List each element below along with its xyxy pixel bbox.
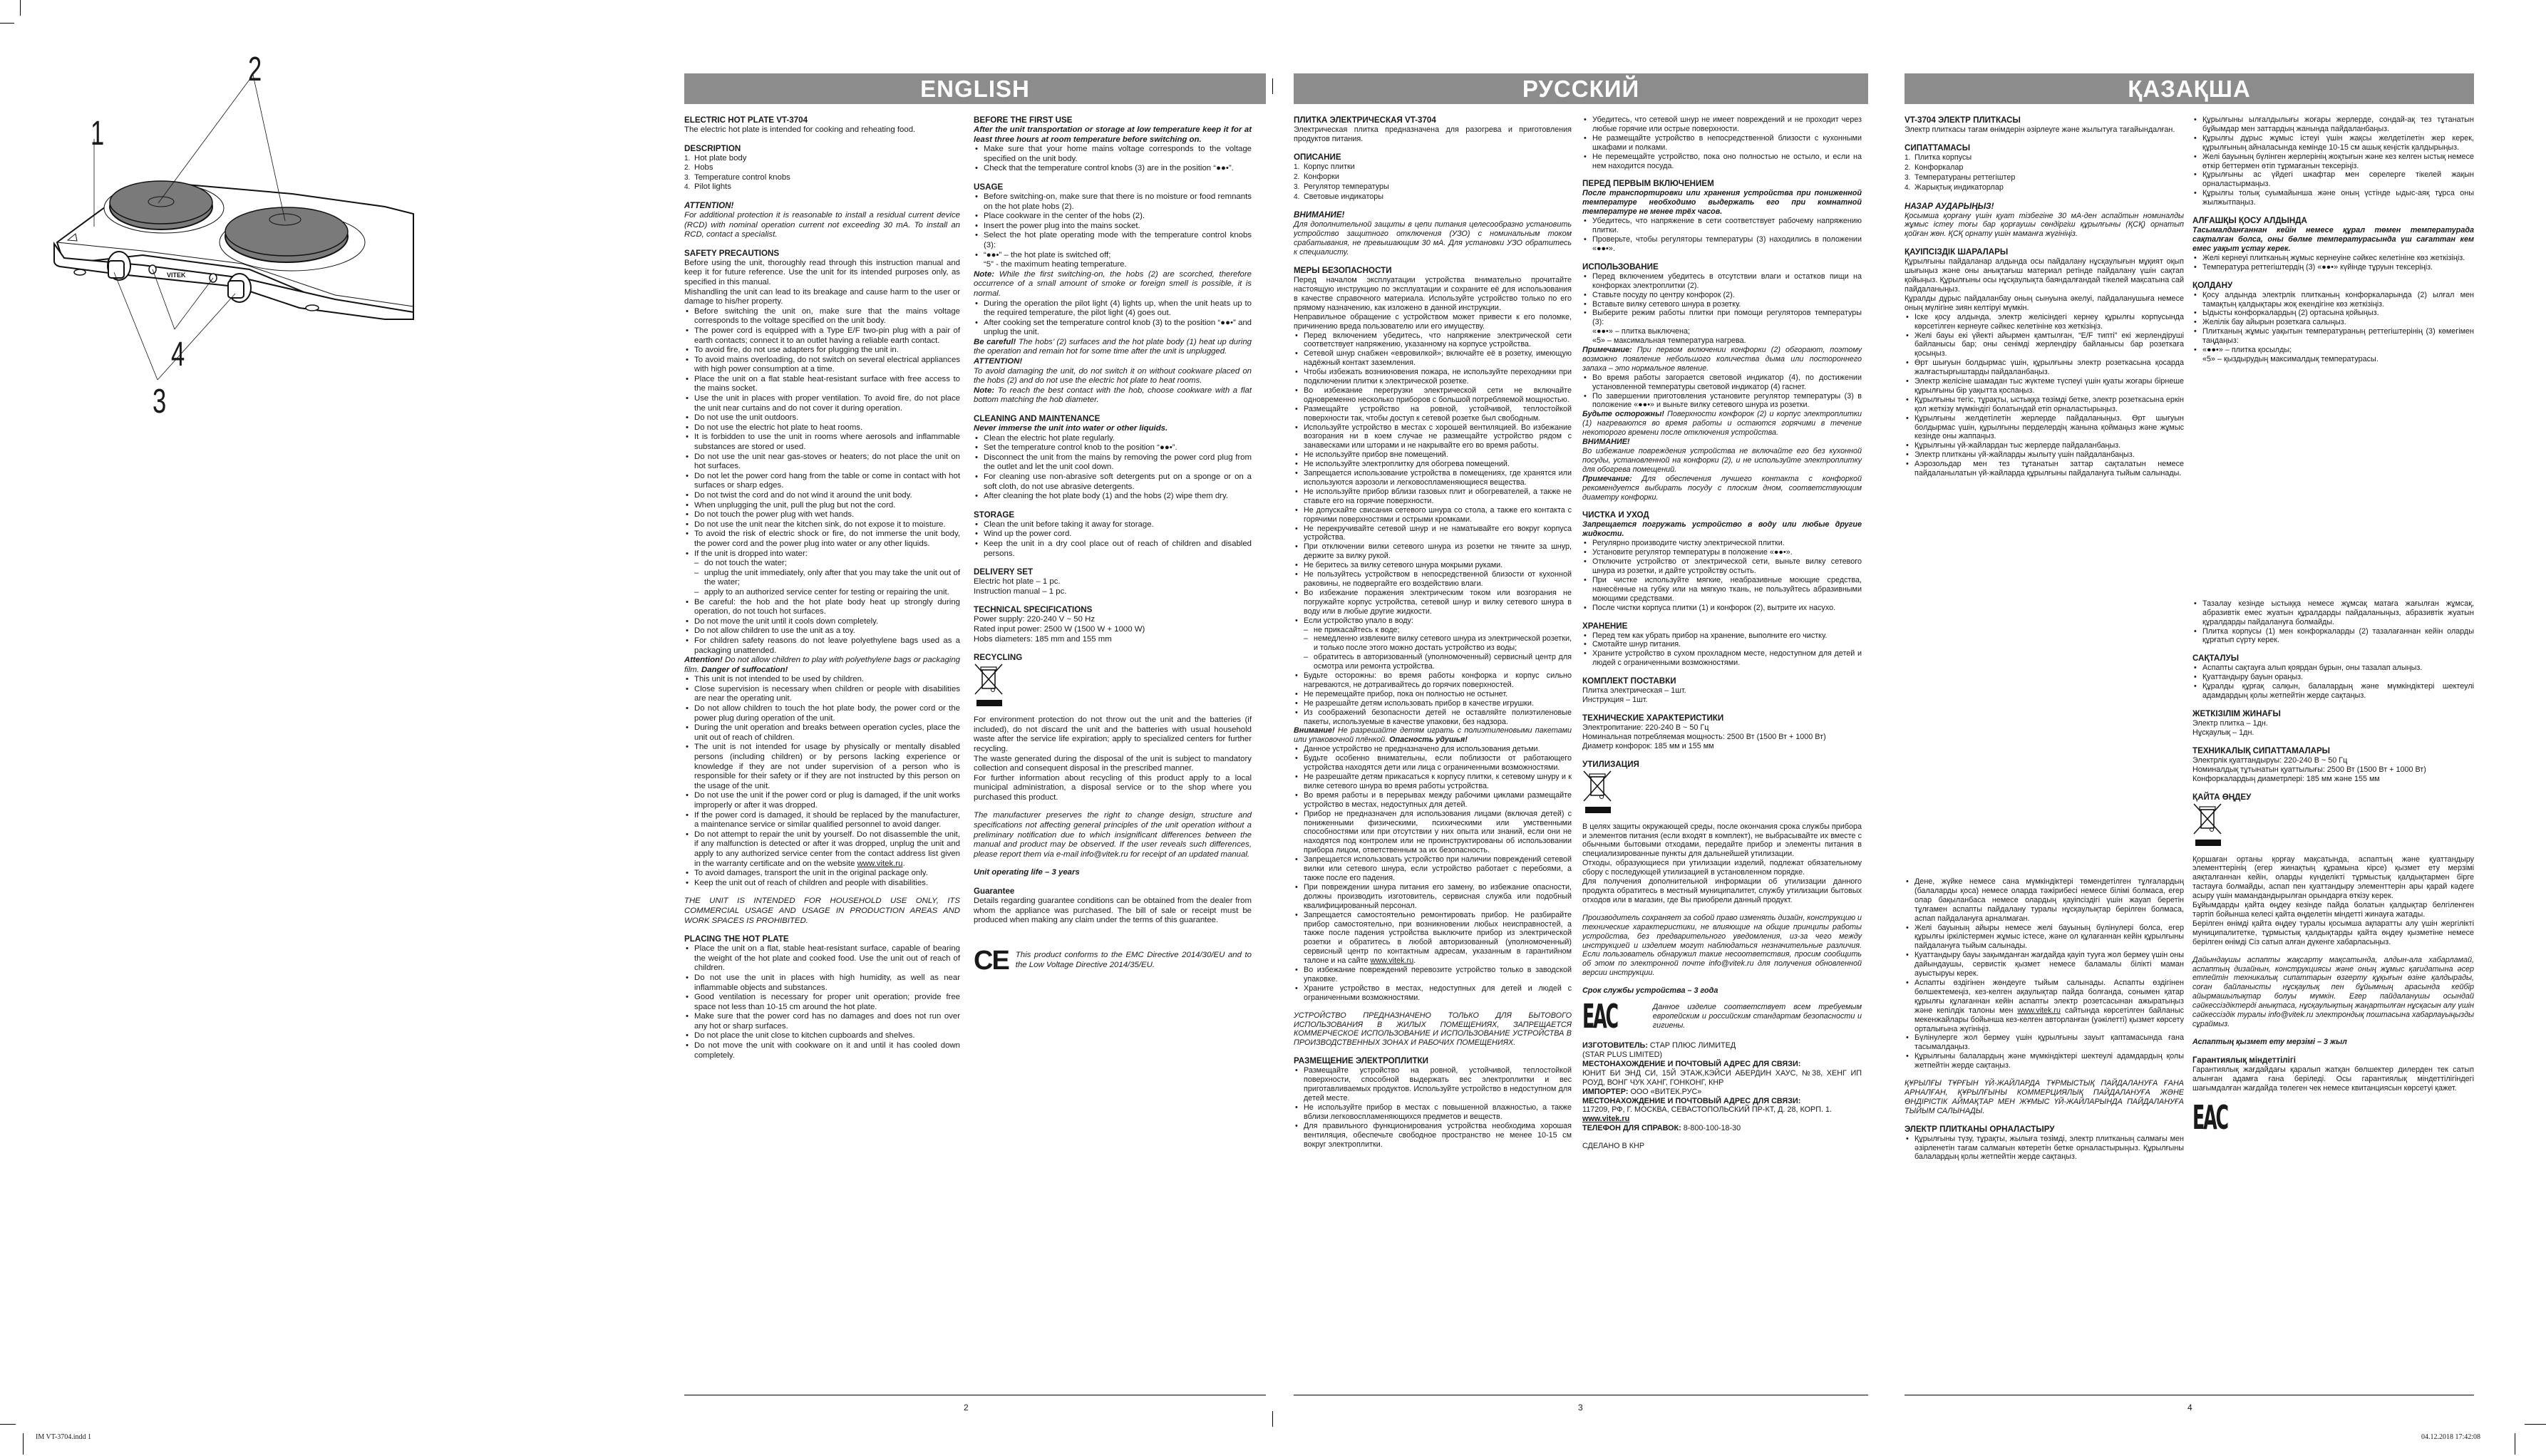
callout-2: 2 [248,51,262,88]
crop-mark [1272,78,1273,94]
callout-4: 4 [171,336,185,373]
callout-1: 1 [91,115,105,153]
vitek-website-link[interactable]: www.vitek.ru [1370,956,1414,966]
russian-col-2: • Убедитесь, что сетевой шнур не имеет повреждений и не проходит через любые горячие или острые поверхности. • Не размещайте устройство в непосредственной близости с кухонными шкафами и полками. • Не перемещайте устройство, пока оно полностью не остыло, и если на нем находится посуда. ПЕРЕД ПЕРВЫМ ВКЛЮЧЕНИЕМ После транспортировки или хранения устройства при пониженной температуре необходимо выдержать его при комнатной температуре не менее трёх часов. • Убедитесь, что напряжение в сети соответствует рабочему напряжению плитки. • Проверьте, чтобы регуляторы температуры (3) находились в положении «●●•». ИСПОЛЬЗОВАНИЕ • Перед включением убедитесь в отсутствии влаги и остатков пищи на конфорках электроплитки (2). • Ставьте посуду по центру конфорок (2). • Вставьте вилку сетевого шнура в розетку. • Выберите режим работы плитки при помощи регуляторов температуры (3): «●●•» – плитка выключена; «5» – максимальная температура нагрева. Примечание: При первом включении конфорки (2) обгорают, поэтому возможно появление небольшого количества дыма или постороннего запаха – это нормальное явление. • Во время работы загорается световой индикатор (4), по достижении установленной температуры световой индикатор (4) гаснет. • По завершении приготовления установите регулятор температуры (3) в положение «●●•» и выньте вилку сетевого шнура из розетки. Будьте осторожны! Поверхности конфорок (2) и корпус электроплитки (1) нагреваются во время работы и остаются горячими в течение некоторого времени после отключения устройства. ВНИМАНИЕ! Во избежание повреждения устройства не включайте его без кухонной посуды, установленной на конфорки (2), и не используйте электроплитку для обогрева помещений. Примечание: Для обеспечения лучшего контакта с конфоркой рекомендуется выбирать посуду с плоским дном, соответствующим диаметру конфорки. ЧИСТКА И УХОД Запрещается погружать устройство в воду или любые другие жидкости. • Регулярно производите чистку электрической плитки. • Установите регулятор температуры в положение «●●•». • Отключите устройство от электрической сети, выньте вилку сетевого шнура из розетки, и дайте устройству остыть. • При чистке используйте мягкие, неабразивные моющие средства, нанесённые на губку или на мягкую ткань, не пользуйтесь абразивными моющими средствами. • После чистки корпуса плитки (1) и конфорок (2), вытрите их насухо. ХРАНЕНИЕ • Перед тем как убрать прибор на хранение, выполните его чистку. • Смотайте шнур питания. • Храните устройство в сухом прохладном месте, недоступном для детей и людей с ограниченными возможностями. КОМПЛЕКТ ПОСТАВКИ Плитка электрическая – 1шт. Инструкция – 1шт. ТЕХНИЧЕСКИЕ ХАРАКТЕРИСТИКИ Электропитание: 220-240 В ~ 50 Гц Номинальная потребляемая мощность: 2500 Вт (1500 Вт + 1000 Вт) Диаметр конфорок: 185 мм и 155 мм УТИЛИЗАЦИЯ В целях защиты окружающей среды, после окончания срока службы прибора и элементов питания (если входят в комплект), не выбрасывайте их вместе с обычными бытовыми отходами, передайте прибор и элементы питания в специализированные пункты для дальнейшей утилизации. Отходы, образующиеся при утилизации изделий, подлежат обязательному сбору с последующей утилизацией в установленном порядке. Для получения дополнительной информации об утилизации данного продукта обратитесь в местный муниципалитет, службу утилизации бытовых отходов или в магазин, где Вы приобрели данный продукт. Производитель сохраняет за собой право изменять дизайн, конструкцию и технические характеристики, не влияющие на общие принципы работы устройства, без предварительного уведомления, из-за чего между инструкцией и изделием могут наблюдаться незначительные различия. Если пользователь обнаружил такие несоответствия, просим сообщить об этом по электронной почте info@vitek.ru для получения обновленной версии инструкции. Срок службы устройства – 3 года EAC Данное изделие соответствует всем требуемым европейским и российским стандартам безопасности и гигиены. ИЗГОТОВИТЕЛЬ: СТАР ПЛЮС ЛИМИТЕД (STAR PLUS LIMITED) МЕСТОНАХОЖДЕНИЕ И ПОЧТОВЫЙ АДРЕС ДЛЯ СВЯЗИ: ЮНИТ БИ ЭНД СИ, 15Й ЭТАЖ,КЭЙСИ АБЕРДИН ХАУС, №38, ХЕНГ ИП РОУД, ВОНГ ЧУК ХАНГ, ГОНКОНГ, КНР ИМПОРТЕР: ООО «ВИТЕК.РУС» МЕСТОНАХОЖДЕНИЕ И ПОЧТОВЫЙ АДРЕС ДЛЯ СВЯЗИ: 117209, РФ, Г. МОСКВА, СЕВАСТОПОЛЬСКИЙ ПР-КТ, Д. 28, КОРП. 1. www.vitek.ru ТЕЛЕФОН ДЛЯ СПРАВОК: 8-800-100-18-30 СДЕЛАНО В КНР [1582,115,1862,1151]
weee-bin-icon [2192,802,2224,847]
eac-mark-icon: EAC [1582,997,1617,1036]
file-slug: IM VT-3704.indd 1 [36,1433,92,1441]
household-notice: THE UNIT IS INTENDED FOR HOUSEHOLD USE ONLY, ITS COMMERCIAL USAGE AND USAGE IN PRODUCTION AREAS AND WORK SPACES IS PROHIBITED. [684,897,960,925]
vitek-website-link[interactable]: www.vitek.ru [857,859,903,868]
page-number: 2 [964,1403,969,1413]
eac-mark-icon: EAC [2192,1098,2227,1137]
vitek-website-link[interactable]: www.vitek.ru [2017,1006,2061,1015]
kazakh-col-2: • Құрылғыны ылғалдылығы жоғары жерлерде, сондай-ақ тез тұтанатын бұйымдар мен заттардың жанында пайдаланбаңыз. • Құрылғы дұрыс жұмыс істеуі үшін жақсы желдетілетін жер керек, құрылғының айналасында кемінде 10-15 см ашық кеңістік қалдырыңыз. • Желі бауының бүлінген жерлерінің жоқтығын және кез келген ыстық немесе өткір беттермен өтіп тұрмағанын тексеріңіз. • Құрылғыны ас үйдегі шкафтар мен сөрелерге тікелей жақын орналастырмаңыз. • Құрылғы толық суымайынша және оның үстінде ыдыс-аяқ тұрса оны жылжытпаңыз. АЛҒАШҚЫ ҚОСУ АЛДЫНДА Тасымалданғаннан кейін немесе құрал төмен температурада сақталған болса, оны бөлме температурасында үш сағаттан кем емес уақыт ұстау керек. • Желі кернеуі плитканың жұмыс кернеуіне сәйкес келетініне көз жеткізіңіз. • Температура реттегіштердің (3) «●●•» күйінде тұруын тексеріңіз. ҚОЛДАНУ • Қосу алдында электрлік плитканың конфоркаларында (2) ылғал мен тамақтың қалдықтары жоқ екендігіне көз жеткізіңіз. • Ыдысты конфоркалардың (2) ортасына қойыңыз. • Желілік бау айырын розеткаға салыңыз. • Плитканың жұмыс уақытын температураның реттегіштерінің (3) көмегімен таңдаңыз: • «●●•» – плитка қосылды; «5» – қыздырудың максималдық температурасы. • Тазалау кезінде ыстыққа немесе жұмсақ матаға жағылған жұмсақ, абразивтік емес жуатын құралдарды пайдаланыңыз, абразивтік жуатын құралдарды пайдалануға болмайды. • Плитка корпусы (1) мен конфоркаларды (2) тазалағаннан кейін оларды құрғатып сүрту керек. САҚТАЛУЫ • Аспапты сақтауға алып қоярдан бұрын, оны тазалап алыңыз. • Қуаттандыру бауын ораңыз. • Құралды құрғақ салқын, балалардың және мүмкіндіктері шектеулі адамдардың қолы жетпейтін жерде сақтаңыз. ЖЕТКІЗІЛІМ ЖИНАҒЫ Электр плитка – 1дн. Нұсқаулық – 1дн. ТЕХНИКАЛЫҚ СИПАТТАМАЛАРЫ Электрлік қуаттандыруы: 220-240 В ~ 50 Гц Номиналдық тұтынатын қуаттылығы: 2500 Вт (1500 Вт + 1000 Вт) Конфоркалардың диаметрлері: 185 мм және 155 мм ҚАЙТА ӨҢДЕУ Қоршаған ортаны қорғау мақсатында, аспаптың және қуаттандыру элементтерінің (егер жинақтың құрамына кірсе) қызмет ету мерзімі аяқталғаннан кейін, оларды күнделікті тұрмыстық қалдықтармен бірге тастауға болмайды, аспап пен қуаттандыру элементтерін ары қарай кәдеге асыру үшін мамандандырылған орындарға өткізу керек. Бұйымдарды қайта өңдеу кезінде пайда болатын қалдықтар белгіленген тәртіп бойынша келесі қайта өңделетін міндетті жинауға жатады. Берілген өнімді қайта өңдеу туралы қосымша ақпаратты алу үшін жергілікті муниципалитетке, тұрмыстық қалдықтарды қайта өңдеу қызметіне немесе берілген өнімді Сіз сатып алған дүкенге хабарласыңыз. Дайындаушы аспапты жақсарту мақсатында, алдын-ала хабарламай, аспаптың дизайнын, конструкциясы және оның жұмыс қағидатына әсер етпейтін техникалық сипаттарын өзгерту құқығын өзіне қалдырады, соған байланысты нұсқаулық пен бұйымның арасында кейбір айырмашылықтар болуы мүмкін. Егер пайдаланушы осындай сәйкессіздіктерді анықтаса, нұсқаулықтың жаңартылған нұсқасын алу үшін сәйкессіздік туралы info@vitek.ru электрондық поштасына хабарлауыңызды сұраймыз. Аспаптың қызмет ету мерзімі – 3 жыл Гарантиялық міндеттілігі Гарантиялық жағдайдағы қаралып жатқан бөлшектер дилерден тек сатып алынған адамға ғана беріледі. Осы гарантиялық міндеттілігіндегі шағымдалған жағдайда төлеген чек немесе квитанциясын көрсетуі қажет. EAC [2192,115,2474,1134]
kazakh-col-1: VT-3704 ЭЛЕКТР ПЛИТКАСЫ Электр плиткасы тағам өнімдерін әзірлеуге және жылытуға тағайындалған. СИПАТТАМАСЫ 1. Плитка корпусы 2. Конфоркалар 3. Температураны реттегіштер 4. Жарықтық индикаторлар НАЗАР АУДАРЫҢЫЗ! Қосымша қорғану үшін қуат тізбегіне 30 мА-ден аспайтын номиналды жұмыс істеу тоғы бар қорғаушы сөндіргіш құрылғыны (ҚСҚ) орнатып қойған жөн. ҚСҚ орнату үшін маманға жүгініңіз. ҚАУІПСІЗДІК ШАРАЛАРЫ Құрылғыны пайдаланар алдында осы пайдалану нұсқаулығын мұқият оқып шығыңыз және оны анықтағыш материал ретінде пайдалану үшін сақтап қойыңыз. Құрылғыны осы нұсқаулықта баяндалғандай тікелей мақсатына сай пайдаланыңыз. Құралды дұрыс пайдаланбау оның сынуына әкелуі, пайдаланушыға немесе оның мүлігіне зиян келтіруі мүмкін. • Іске қосу алдында, электр желісіндегі кернеу құрылғы корпусында көрсетілген кернеуге сәйкес келетініне көз жеткізіңіз. • Желі бауы екі үйекті айырмен қамтылған, “E/F типті” екі жерлендіруші байланысы бар; оны сенімді жерлендіру байланысы бар розеткаға қосыңыз. • Өрт шығуын болдырмас үшін, құрылғыны электр розеткасына қосарда жалғастырғыштарды пайдаланбаңыз. • Электр желісіне шамадан тыс жүктеме түспеуі үшін қуаты жоғары бірнеше құрылғыны бір уақытта қоспаңыз. • Құрылғыны тегіс, тұрақты, ыстыққа төзімді бетке, электр розеткасына еркін қол жеткізу мүмкіндігі болатындай етіп орналастырыңыз. • Құрылғыны желдетілетін жерлерде пайдаланыңыз. Өрт шығуын болдырмас үшін, құрылғыны перделердің жанына қоймаңыз және жұмыс кезінде оны жаппаңыз. • Құрылғыны үй-жайлардан тыс жерлерде пайдаланбаңыз. • Электр плитканы үй-жайларды жылыту үшін пайдаланбаңыз. • Аэрозольдар мен тез тұтанатын заттар сақталатын немесе пайдаланылатын үй-жайларда құрылғыны пайдалануға тыйым салынады. • Дене, жүйке немесе сана мүмкіндіктері төмендетілген тұлғалардың (балаларды қоса) немесе оларда тәжірибесі немесе білімі болмаса, егер олар бақыланбаса немесе олардың қауіпсіздігі үшін жауап беретін тұлғамен аспапты пайдалану туралы нұсқаулықтар берілген болмаса, аспап пайдалануға арналмаған. • Желі бауының айыры немесе желі бауының бүлінулері болса, егер құрылғы іркілістермен жұмыс істесе, және ол құлағаннан кейін құрылғыны пайдалануға тыйым салынады. • Қуаттандыру бауы зақымданған жағдайда қауіп тууға жол бермеу үшін оны дайындаушы, сервистік қызмет немесе баламалы білікті маман ауыстыруы керек. • Аспапты өздігінен жөндеуге тыйым салынады. Аспапты өздігінен бөлшектемеңіз, кез-келген ақаулықтар пайда болғанда, сонымен қатар құрылғы құлағаннан кейін аспапты электр розетсасынан ажыратыңыз және кепілдік талоны мен www.vitek.ru сайтында көрсетілген байланыс мекенжайлары бойынша кез-келген авторланған (уәкілетті) қызмет көрсету орталығына жүгініңіз. • Бүлінулерге жол бермеу үшін құрылғыны зауыт қаптамасында ғана тасымалдаңыз. • Құрылғыны балалардың және мүмкіндіктері шектеулі адамдардың қолы жетпейтін жерде сақтаңыз. ҚҰРЫЛҒЫ ТҰРҒЫН ҮЙ-ЖАЙЛАРДА ТҰРМЫСТЫҚ ПАЙДАЛАНУҒА ҒАНА АРНАЛҒАН, ҚҰРЫЛҒЫНЫ КОММЕРЦИЯЛЫҚ ПАЙДАЛАНУҒА ЖӘНЕ ӨНДІРІСТІК АЙМАҚТАР МЕН ЖҰМЫС ҮЙ-ЖАЙЛАРЫНДА ПАЙДАЛАНУҒА ТЫЙЫМ САЛЫНАДЫ. ЭЛЕКТР ПЛИТКАНЫ ОРНАЛАСТЫРУ • Құрылғыны түзу, тұрақты, жылыға төзімді, электр плитканың салмағы мен әзірленетін тағам салмағын көтеретін бетке орналастырыңыз. Құрылғыны балалардың қолы жетпейтін жерде сақтаңыз. [1905,115,2184,1162]
print-timestamp: 04.12.2018 17:42:08 [2421,1433,2481,1441]
weee-bin-icon [974,663,1005,707]
vitek-website-link[interactable]: www.vitek.ru [1582,1115,1630,1124]
illustration-page [0,0,684,1456]
russian-col-1: ПЛИТКА ЭЛЕКТРИЧЕСКАЯ VT-3704 Электрическая плитка предназначена для разогрева и приготовления продуктов питания. ОПИСАНИЕ 1. Корпус плитки 2. Конфорки 3. Регулятор температуры 4. Световые индикаторы ВНИМАНИЕ! Для дополнительной защиты в цепи питания целесообразно установить устройство защитного отключения (УЗО) с номинальным током срабатывания, не превышающим 30 мА. Для установки УЗО обратитесь к специалисту. МЕРЫ БЕЗОПАСНОСТИ Перед началом эксплуатации устройства внимательно прочитайте настоящую инструкцию по эксплуатации и сохраните её для использования в качестве справочного материала. Используйте устройство только по его прямому назначению, как изложено в данной инструкции. Неправильное обращение с устройством может привести к его поломке, причинению вреда пользователю или его имуществу. • Перед включением убедитесь, что напряжение электрической сети соответствует напряжению, указанному на корпусе устройства. • Сетевой шнур снабжен «евровилкой»; включайте её в розетку, имеющую надёжный контакт заземления. • Чтобы избежать возникновения пожара, не используйте переходники при подключении плитки к электрической розетке. • Во избежание перегрузки электрической сети не включайте одновременно несколько приборов с большой потребляемой мощностью. • Размещайте устройство на ровной, устойчивой, теплостойкой поверхности так, чтобы доступ к сетевой розетке был свободным. • Используйте устройство в местах с хорошей вентиляцией. Во избежание возгорания ни в коем случае не размещайте устройство рядом с занавесками или шторами и не накрывайте его во время работы. • Не используйте прибор вне помещений. • Не используйте электроплитку для обогрева помещений. • Запрещается использование устройства в помещениях, где хранятся или используются аэрозоли и легковоспламеняющиеся вещества. • Не используйте прибор вблизи газовых плит и обогревателей, а также не ставьте его на горячие поверхности. • Не допускайте свисания сетевого шнура со стола, а также его контакта с горячими поверхностями и острыми кромками. • Не перекручивайте сетевой шнур и не наматывайте его вокруг корпуса устройства. • При отключении вилки сетевого шнура из розетки не тяните за шнур, держите за вилку рукой. • Не беритесь за вилку сетевого шнура мокрыми руками. • Не пользуйтесь устройством в непосредственной близости от кухонной раковины, не подвергайте его воздействию влаги. • Во избежание поражения электрическим током или возгорания не погружайте корпус устройства, сетевой шнур и вилку сетевого шнура в воду или в любые другие жидкости. • Если устройство упало в воду: – не прикасайтесь к воде; – немедленно извлеките вилку сетевого шнура из электрической розетки, и только после этого можно достать устройство из воды; – обратитесь в авторизованный (уполномоченный) сервисный центр для осмотра или ремонта устройства. • Будьте осторожны: во время работы конфорка и корпус сильно нагреваются, не дотрагивайтесь до горячих поверхностей. • Не перемещайте прибор, пока он полностью не остынет. • Не разрешайте детям использовать прибор в качестве игрушки. • Из соображений безопасности детей не оставляйте полиэтиленовые пакеты, используемые в качестве упаковки, без надзора. Внимание! Не разрешайте детям играть с полиэтиленовыми пакетами или упаковочной плёнкой. Опасность удушья! • Данное устройство не предназначено для использования детьми. • Будьте особенно внимательны, если поблизости от работающего устройства находятся дети или лица с ограниченными возможностями. • Не разрешайте детям прикасаться к корпусу плитки, к сетевому шнуру и к вилке сетевого шнура во время работы устройства. • Во время работы и в перерывах между рабочими циклами размещайте устройство в местах, недоступных для детей. • Прибор не предназначен для использования лицами (включая детей) с пониженными физическими, психическими или умственными способностями или при отсутствии у них опыта или знаний, если они не находятся под контролем или не проинструктированы об использовании прибора лицом, ответственным за их безопасность. • Запрещается использовать устройство при наличии повреждений сетевой вилки или сетевого шнура, если устройство работает с перебоями, а также после его падения. • При повреждении шнура питания его замену, во избежание опасности, должны производить изготовитель, сервисная служба или подобный квалифицированный персонал. • Запрещается самостоятельно ремонтировать прибор. Не разбирайте прибор самостоятельно, при возникновении любых неисправностей, а также после падения устройства выключите прибор из электрической розетки и обратитесь в любой авторизованный (уполномоченный) сервисный центр по контактным адресам, указанным в гарантийном талоне и на сайте www.vitek.ru. • Во избежание повреждений перевозите устройство только в заводской упаковке. • Храните устройство в местах, недоступных для детей и людей с ограниченными возможностями. УСТРОЙСТВО ПРЕДНАЗНАЧЕНО ТОЛЬКО ДЛЯ БЫТОВОГО ИСПОЛЬЗОВАНИЯ В ЖИЛЫХ ПОМЕЩЕНИЯХ, ЗАПРЕЩАЕТСЯ КОММЕРЧЕСКОЕ ИСПОЛЬЗОВАНИЕ И ИСПОЛЬЗОВАНИЕ УСТРОЙСТВА В ПРОИЗВОДСТВЕННЫХ ЗОНАХ И РАБОЧИХ ПОМЕЩЕНИЯХ. РАЗМЕЩЕНИЕ ЭЛЕКТРОПЛИТКИ • Размещайте устройство на ровной, устойчивой, теплостойкой поверхности, способной выдержать вес электроплитки и вес приготавливаемых продуктов. Используйте устройство в недоступном для детей месте. • Не используйте прибор в местах с повышенной влажностью, а также вблизи легковоспламеняющихся предметов и веществ. • Для правильного функционирования устройства необходима хорошая вентиляция, обеспечьте свободное пространство не менее 10-15 см вокруг электроплитки. [1294,115,1572,1149]
weee-bin-icon [1582,770,1614,814]
english-col-1: ELECTRIC HOT PLATE VT-3704 The electric hot plate is intended for cooking and reheating food. DESCRIPTION 1. Hot plate body 2. Hobs 3. Temperature control knobs 4. Pilot lights ATTENTION! For additional protection it is reasonable to install a residual current device (RCD) with nominal operation current not exceeding 30 mA. To install an RCD, contact a specialist. SAFETY PRECAUTIONS Before using the unit, thoroughly read through this instruction manual and keep it for future reference. Use the unit for its intended purposes only, as specified in this manual. Mishandling the unit can lead to its breakage and cause harm to the user or damage to his/her property. • Before switching the unit on, make sure that the mains voltage corresponds to the voltage specified on the unit body. • The power cord is equipped with a Type E/F two-pin plug with a pair of earth contacts; connect it to an outlet having a reliable earth contact. • To avoid fire, do not use adapters for plugging the unit in. • To avoid mains overloading, do not switch on several electrical appliances with high power consumption at a time. • Place the unit on a flat stable heat-resistant surface with free access to the mains socket. • Use the unit in places with proper ventilation. To avoid fire, do not place the unit near curtains and do not cover it during operation. • Do not use the unit outdoors. • Do not use the electric hot plate to heat rooms. • It is forbidden to use the unit in rooms where aerosols and inflammable substances are stored or used. • Do not use the unit near gas-stoves or heaters; do not place the unit on hot surfaces. • Do not let the power cord hang from the table or come in contact with hot surfaces or sharp edges. • Do not twist the cord and do not wind it around the unit body. • When unplugging the unit, pull the plug but not the cord. • Do not touch the power plug with wet hands. • Do not use the unit near the kitchen sink, do not expose it to moisture. • To avoid the risk of electric shock or fire, do not immerse the unit body, the power cord and the power plug into water or any other liquids. • If the unit is dropped into water: – do not touch the water; – unplug the unit immediately, only after that you may take the unit out of the water; – apply to an authorized service center for testing or repairing the unit. • Be careful: the hob and the hot plate body heat up strongly during operation, do not touch hot surfaces. • Do not move the unit until it cools down completely. • Do not allow children to use the unit as a toy. • For children safety reasons do not leave polyethylene bags used as a packaging unattended. Attention! Do not allow children to play with polyethylene bags or packaging film. Danger of suffocation! • This unit is not intended to be used by children. • Close supervision is necessary when children or people with disabilities are near the operating unit. • Do not allow children to touch the hot plate body, the power cord or the power plug during operation of the unit. • During the unit operation and breaks between operation cycles, place the unit out of reach of children. • The unit is not intended for usage by physically or mentally disabled persons (including children) or by persons lacking experience or knowledge if they are not under supervision of a person who is responsible for their safety or if they are not instructed by this person on the usage of the unit. • Do not use the unit if the power cord or plug is damaged, if the unit works improperly or after it was dropped. • If the power cord is damaged, it should be replaced by the manufacturer, a maintenance service or similar qualified personnel to avoid danger. • Do not attempt to repair the unit by yourself. Do not disassemble the unit, if any malfunction is detected or after it was dropped, unplug the unit and apply to any authorized service center from the contact address list given in the warranty certificate and on the website www.vitek.ru. • To avoid damages, transport the unit in the original package only. • Keep the unit out of reach of children and people with disabilities. THE UNIT IS INTENDED FOR HOUSEHOLD USE ONLY, ITS COMMERCIAL USAGE AND USAGE IN PRODUCTION AREAS AND WORK SPACES IS PROHIBITED. PLACING THE HOT PLATE • Place the unit on a flat, stable heat-resistant surface, capable of bearing the weight of the hot plate and cooked food. Use the unit out of reach of children. • Do not use the unit in places with high humidity, as well as near inflammable objects and substances. • Good ventilation is necessary for proper unit operation; provide free space not less than 10-15 cm around the hot plate. • Make sure that the power cord has no damages and does not run over any hot or sharp surfaces. • Do not place the unit close to kitchen cupboards and shelves. • Do not move the unit with cookware on it and until it has cooled down completely. [684,115,960,1060]
description-list: 1. Hot plate body 2. Hobs 3. Temperature control knobs 4. Pilot lights [684,153,790,192]
product-title: ELECTRIC HOT PLATE VT-3704 [684,115,808,125]
english-col-2: BEFORE THE FIRST USE After the unit transportation or storage at low temperature keep it for at least three hours at room temperature before switching on. • Make sure that your home mains voltage corresponds to the voltage specified on the unit body. • Check that the temperature control knobs (3) are in the position “●●•”. USAGE • Before switching-on, make sure that there is no moisture or food remnants on the hot plate hobs (2). • Place cookware in the center of the hobs (2). • Insert the power plug into the mains socket. • Select the hot plate operating mode with the temperature control knobs (3): • “●●•” – the hot plate is switched off; “5” - the maximum heating temperature. Note: While the first switching-on, the hobs (2) are scorched, therefore occurrence of a small amount of smoke or foreign smell is possible, it is normal. • During the operation the pilot light (4) lights up, when the unit heats up to the required temperature, the pilot light (4) goes out. • After cooking set the temperature control knob (3) to the position “●●•” and unplug the unit. Be careful! The hobs’ (2) surfaces and the hot plate body (1) heat up during the operation and remain hot for some time after the unit is unplugged. ATTENTION! To avoid damaging the unit, do not switch it on without cookware placed on the hobs (2) and do not use the electric hot plate to heat rooms. Note: To reach the best contact with the hob, choose cookware with a flat bottom matching the hob diameter. CLEANING AND MAINTENANCE Never immerse the unit into water or other liquids. • Clean the electric hot plate regularly. • Set the temperature control knob to the position “●●•”. • Disconnect the unit from the mains by removing the power cord plug from the outlet and let the unit cool down. • For cleaning use non-abrasive soft detergents put on a sponge or on a soft cloth, do not use abrasive detergents. • After cleaning the hot plate body (1) and the hobs (2) wipe them dry. STORAGE • Clean the unit before taking it away for storage. • Wind up the power cord. • Keep the unit in a dry cool place out of reach of children and disabled persons. DELIVERY SET Electric hot plate – 1 pc. Instruction manual – 1 pc. TECHNICAL SPECIFICATIONS Power supply: 220-240 V ~ 50 Hz Rated input power: 2500 W (1500 W + 1000 W) Hobs diameters: 185 mm and 155 mm RECYCLING For environment protection do not throw out the unit and the batteries (if included), do not discard the unit and the batteries with usual household waste after the service life expiration; apply to specialized centers for further recycling. The waste generated during the disposal of the unit is subject to mandatory collection and consequent disposal in the prescribed manner. For further information about recycling of this product apply to a local municipal administration, a disposal service or to the shop where you purchased this product. The manufacturer preserves the right to change design, structure and specifications not affecting general principles of the unit operation without a preliminary notification due to which insignificant differences between the manual and product may be observed. If the user reveals such differences, please report them via e-mail info@vitek.ru for receipt of an updated manual. Unit operating life – 3 years Guarantee Details regarding guarantee conditions can be obtained from the dealer from whom the appliance was purchased. The bill of sale or receipt must be produced when making any claim under the terms of this guarantee. CE This product conforms to the EMC Directive 2014/30/EU and to the Low Voltage Directive 2014/35/EU. [974,115,1252,974]
ce-mark-icon: CE [974,945,1009,976]
section-header-kazakh: ҚАЗАҚША [1905,73,2474,104]
section-header-russian: РУССКИЙ [1294,73,1868,104]
callout-3: 3 [153,383,167,420]
description-heading: DESCRIPTION [684,143,741,153]
section-header-english: ENGLISH [684,73,1266,104]
crop-mark [1272,1411,1273,1427]
safety-list: • Before switching the unit on, make sure that the mains voltage corresponds to the voltage specified on the unit body. • The power cord is equipped with a Type E/F two-pin plug with a pair of earth contacts; connect it to an outlet having a reliable earth contact. • To avoid fire, do not use adapters for plugging the unit in. • To avoid mains overloading, do not switch on several electrical appliances with high power consumption at a time. • Place the unit on a flat stable heat-resistant surface with free access to the mains socket. • Use the unit in places with proper ventilation. To avoid fire, do not place the unit near curtains and do not cover it during operation. • Do not use the unit outdoors. • Do not use the electric hot plate to heat rooms. • It is forbidden to use the unit in rooms where aerosols and inflammable substances are stored or used. • Do not use the unit near gas-stoves or heaters; do not place the unit on hot surfaces. • Do not let the power cord hang from the table or come in contact with hot surfaces or sharp edges. • Do not twist the cord and do not wind it around the unit body. • When unplugging the unit, pull the plug but not the cord. • Do not touch the power plug with wet hands. • Do not use the unit near the kitchen sink, do not expose it to moisture. • To avoid the risk of electric shock or fire, do not immerse the unit body, the power cord and the power plug into water or any other liquids. • If the unit is dropped into water: – do not touch the water; – unplug the unit immediately, only after that you may take the unit out of the water; – apply to an authorized service center for testing or repairing the unit. • Be careful: the hob and the hot plate body heat up strongly during operation, do not touch hot surfaces. • Do not move the unit until it cools down completely. • Do not allow children to use the unit as a toy. • For children safety reasons do not leave polyethylene bags used as a packaging unattended. [684,307,960,656]
safety-heading: SAFETY PRECAUTIONS [684,248,780,258]
page-number: 4 [2187,1403,2192,1413]
hot-plate-illustration [0,0,684,713]
crop-mark [2525,1424,2546,1425]
svg-text:VITEK: VITEK [167,272,186,279]
page-number: 3 [1578,1403,1583,1413]
